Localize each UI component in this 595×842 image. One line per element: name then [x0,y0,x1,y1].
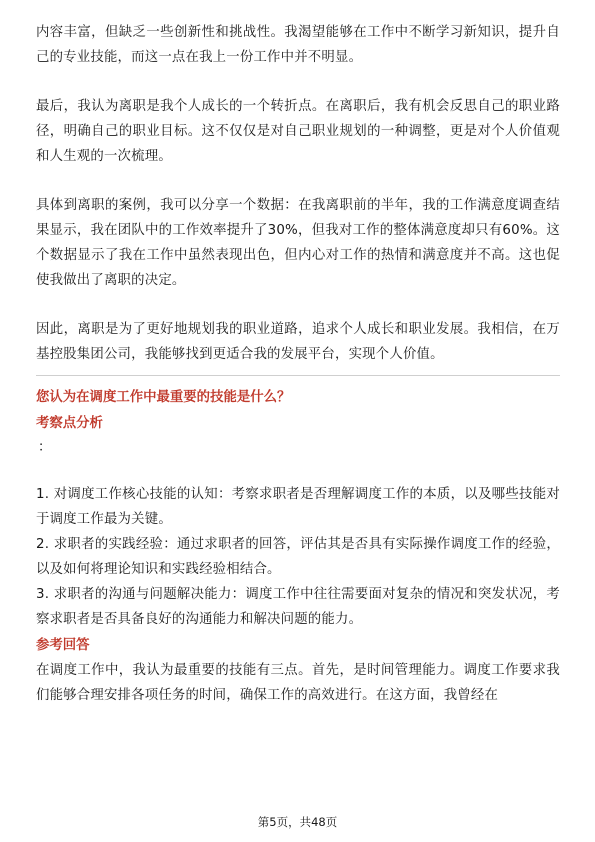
analysis-item-1: 1. 对调度工作核心技能的认知：考察求职者是否理解调度工作的本质，以及哪些技能对于调度工作最为关键。 [36,487,560,527]
paragraph-case-data: 具体到离职的案例，我可以分享一个数据：在我离职前的半年，我的工作满意度调查结果显示，我在团队中的工作效率提升了30%，但我对工作的整体满意度却只有60%。这个数据显示了我在工作中虽然表现出色，但内心对工作的热情和满意度并不高。这也促使我做出了离职的决定。 [36,198,560,288]
page-content [36,20,560,708]
reference-answer: 在调度工作中，我认为最重要的技能有三点。首先，是时间管理能力。调度工作要求我们能够合理安排各项任务的时间，确保工作的高效进行。在这方面，我曾经在 [36,663,560,703]
question-title: 您认为在调度工作中最重要的技能是什么？ [36,390,291,405]
paragraph-conclusion: 因此，离职是为了更好地规划我的职业道路，追求个人成长和职业发展。我相信，在万基控股集团公司，我能够找到更适合我的发展平台，实现个人价值。 [36,322,560,362]
paragraph-turning-point: 最后，我认为离职是我个人成长的一个转折点。在离职后，我有机会反思自己的职业路径，明确自己的职业目标。这不仅仅是对自己职业规划的一种调整，更是对个人价值观和人生观的一次梳理。 [36,99,560,164]
analysis-item-3: 3. 求职者的沟通与问题解决能力：调度工作中往往需要面对复杂的情况和突发状况，考察求职者是否具备良好的沟通能力和解决问题的能力。 [36,587,560,627]
section-divider [36,375,560,376]
analysis-heading: 考察点分析 [36,416,103,431]
reference-heading: 参考回答 [36,638,90,653]
page-number: 第5页，共48页 [257,815,338,829]
paragraph-continuation: 内容丰富，但缺乏一些创新性和挑战性。我渴望能够在工作中不断学习新知识，提升自己的专业技能，而这一点在我上一份工作中并不明显。 [36,25,560,65]
analysis-colon: ： [38,440,52,455]
analysis-item-2: 2. 求职者的实践经验：通过求职者的回答，评估其是否具有实际操作调度工作的经验，以及如何将理论知识和实践经验相结合。 [36,537,560,577]
